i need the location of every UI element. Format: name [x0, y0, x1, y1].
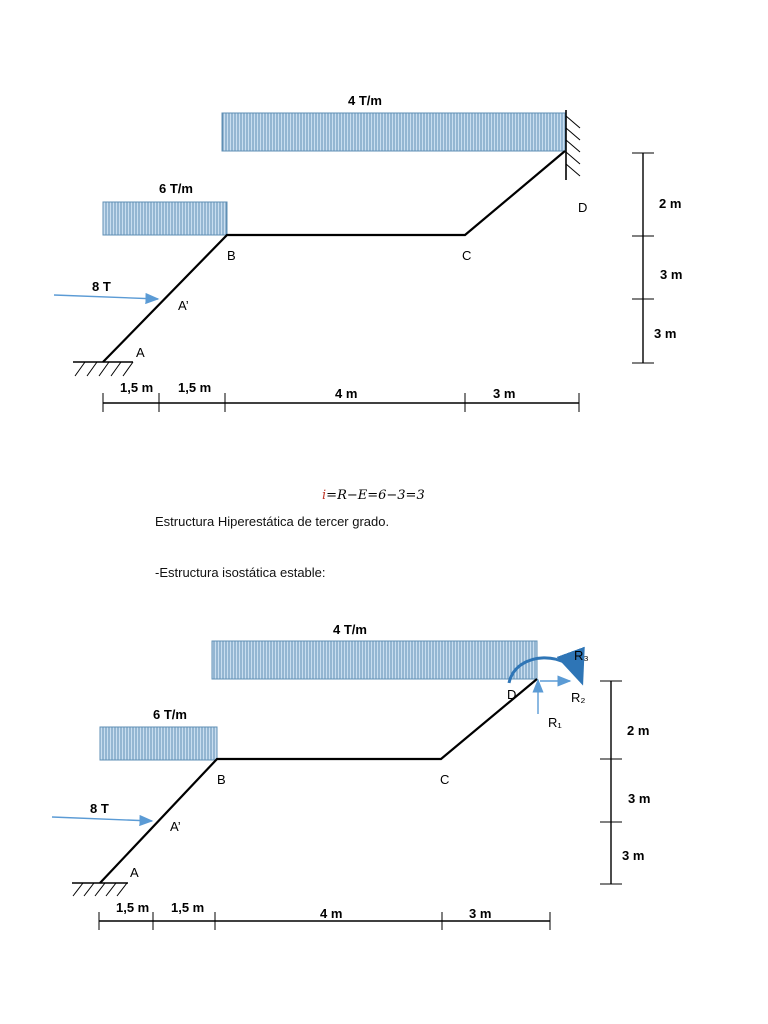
equation-rest: =R−E=6−3=3 [326, 488, 425, 503]
diagram-2 [52, 622, 650, 930]
force-arrow [54, 295, 158, 299]
indeterminacy-equation [322, 488, 425, 503]
diagram-1 [54, 93, 682, 412]
node-d-label: D [578, 200, 588, 215]
vertical-dimensions [600, 681, 650, 884]
horizontal-dimensions [103, 380, 579, 412]
node-b-label: B [227, 248, 236, 263]
distributed-load-top [212, 641, 537, 679]
horizontal-dimensions [99, 900, 550, 930]
dim-v-2: 3 m [660, 267, 683, 282]
node-aprime-label: A’ [170, 819, 181, 834]
isostatic-text: -Estructura isostática estable: [155, 565, 326, 580]
dim-v-3: 3 m [654, 326, 677, 341]
dim-h-4: 3 m [469, 906, 492, 921]
force-arrow [52, 817, 152, 821]
fixed-support-a [72, 883, 128, 896]
node-b-label: B [217, 772, 226, 787]
dim-h-2: 1,5 m [171, 900, 205, 915]
node-d-label: D [507, 687, 517, 702]
dim-h-2: 1,5 m [178, 380, 212, 395]
dim-h-3: 4 m [320, 906, 343, 921]
equation-i: i [322, 488, 327, 503]
dim-v-1: 2 m [627, 723, 650, 738]
dim-h-3: 4 m [335, 386, 358, 401]
dim-h-1: 1,5 m [116, 900, 150, 915]
load-left-label: 6 T/m [153, 707, 187, 722]
load-left-label: 6 T/m [159, 181, 193, 196]
reaction-r1-label: R₁ [548, 715, 562, 730]
fixed-support-d [566, 110, 580, 180]
distributed-load-left [103, 202, 227, 235]
node-c-label: C [462, 248, 472, 263]
force-label: 8 T [90, 801, 109, 816]
dim-v-2: 3 m [628, 791, 651, 806]
node-aprime-label: A’ [178, 298, 189, 313]
fixed-support-a [73, 362, 133, 376]
node-a-label: A [136, 345, 145, 360]
reaction-r3-label: R₃ [574, 648, 589, 663]
node-c-label: C [440, 772, 450, 787]
node-a-label: A [130, 865, 139, 880]
load-top-label: 4 T/m [348, 93, 382, 108]
reaction-r2-label: R₂ [571, 690, 586, 705]
hyperstatic-text: Estructura Hiperestática de tercer grado. [155, 514, 390, 529]
load-top-label: 4 T/m [333, 622, 367, 637]
dim-h-4: 3 m [493, 386, 516, 401]
force-label: 8 T [92, 279, 111, 294]
dim-v-3: 3 m [622, 848, 645, 863]
distributed-load-left [100, 727, 217, 760]
distributed-load-top [222, 113, 565, 151]
dim-h-1: 1,5 m [120, 380, 154, 395]
dim-v-1: 2 m [659, 196, 682, 211]
vertical-dimensions [632, 153, 682, 363]
